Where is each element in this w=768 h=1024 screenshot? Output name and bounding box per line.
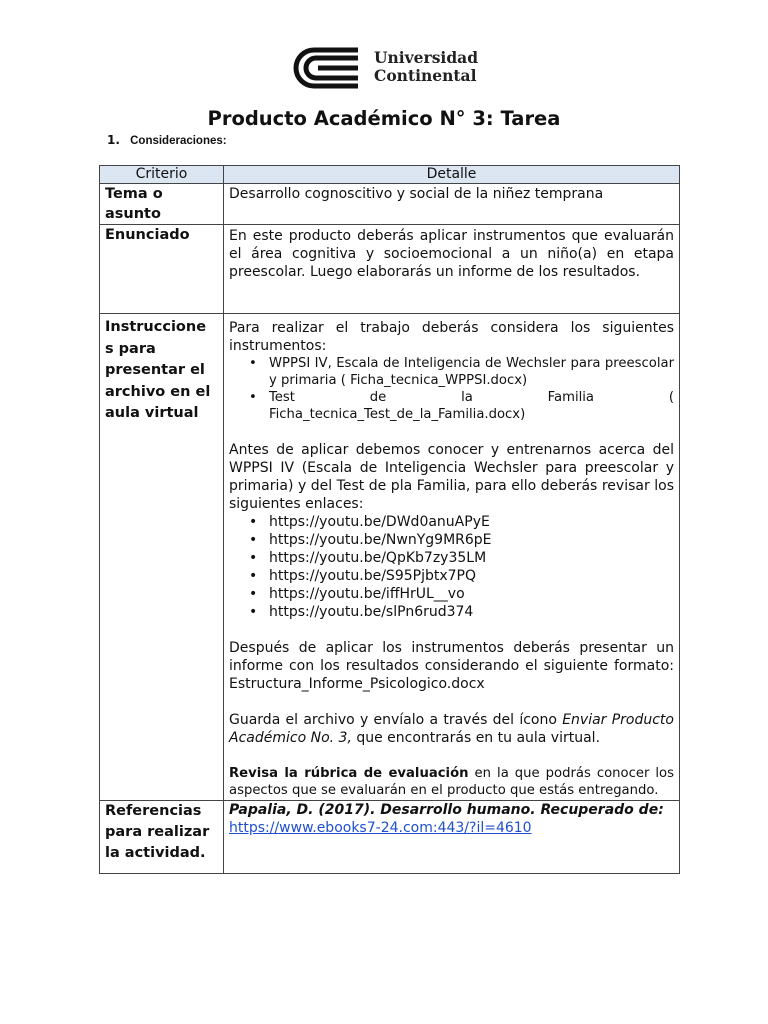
spacer [229, 423, 674, 441]
spacer [229, 693, 674, 711]
word: • Test [269, 390, 295, 405]
detalle-enunciado [224, 225, 680, 314]
instrument2-line2: Ficha_tecnica_Test_de_la_Familia.docx) [269, 407, 526, 422]
revisa-bold: Revisa la rúbrica de evaluación [229, 766, 469, 781]
list-item[interactable]: • https://youtu.be/S95Pjbtx7PQ [269, 567, 674, 585]
reference-citation: Papalia, D. (2017). Desarrollo humano. Recuperado de: [229, 802, 664, 818]
guarda-text [229, 711, 674, 747]
table-header-row [100, 166, 680, 184]
revisa-rest: en la que podrás conocer los aspectos que se evaluarán en el producto que estás entregando. [229, 766, 674, 798]
header-criterio: Criterio [100, 166, 224, 184]
crit-line: Instruccione [105, 319, 207, 335]
detalle-referencias [224, 801, 680, 874]
spacer [229, 747, 674, 765]
table-row-enunciado [100, 225, 680, 314]
crit-line: archivo en el [105, 383, 211, 400]
instrument2-line1 [269, 389, 674, 406]
spacer [229, 621, 674, 639]
reference-link[interactable]: https://www.ebooks7-24.com:443/?il=4610 [229, 820, 532, 836]
guarda-pre: Guarda el archivo y envíalo a través del ícono [229, 712, 563, 728]
page-title: Producto Académico N° 3: Tarea [207, 107, 561, 130]
section-label: Consideraciones: [130, 135, 227, 147]
logo-line2: Continental [374, 66, 477, 85]
criterio-enunciado: Enunciado [100, 225, 224, 314]
revisa-text [229, 765, 674, 799]
instruments-list [229, 355, 674, 423]
list-item[interactable]: • https://youtu.be/DWd0anuAPyE [269, 513, 674, 531]
links-list [229, 513, 674, 621]
list-item[interactable]: • https://youtu.be/slPn6rud374 [269, 603, 674, 621]
word: la [461, 390, 473, 405]
instrucciones-intro: Para realizar el trabajo deberás considera los siguientes instrumentos: [229, 320, 674, 354]
list-item: • WPPSI IV, Escala de Inteligencia de Wechsler para preescolar y primaria ( Ficha_tecnica_WPPSI.docx) [269, 355, 674, 389]
criteria-table [99, 165, 680, 874]
after-text: Después de aplicar los instrumentos deberás presentar un informe con los resultados considerando el siguiente formato: Estructura_Informe_Psicologico.docx [229, 640, 674, 692]
word: de [369, 390, 387, 405]
detalle-tema [224, 184, 680, 225]
section-number: 1. [107, 133, 120, 147]
list-item[interactable]: • https://youtu.be/QpKb7zy35LM [269, 549, 674, 567]
guarda-italic: Enviar Producto Académico No. 3, [229, 712, 674, 746]
university-logo [292, 44, 482, 92]
logo-wordmark [374, 49, 478, 85]
crit-line: presentar el [105, 362, 205, 378]
before-text: Antes de aplicar debemos conocer y entrenarnos acerca del WPPSI IV (Escala de Inteligencia Wechsler para preescolar y primaria) y del Test de pla Familia, para ello deberás revisar los siguientes enlaces: [229, 442, 674, 512]
table-row-tema [100, 184, 680, 225]
criterio-referencias [100, 801, 224, 874]
enunciado-text: En este producto deberás aplicar instrumentos que evaluarán el área cognitiva y socioemocional a un niño(a) en etapa preescolar. Luego elaborarás un informe de los resultados. [229, 228, 674, 280]
crit-line: la actividad. [105, 845, 206, 861]
list-item[interactable]: • https://youtu.be/NwnYg9MR6pE [269, 531, 674, 549]
table-row-instrucciones [100, 314, 680, 801]
criterio-instrucciones [100, 314, 224, 801]
list-item[interactable]: • https://youtu.be/iffHrUL__vo [269, 585, 674, 603]
crit-line: para realizar [105, 824, 210, 840]
tema-text: Desarrollo cognoscitivo y social de la niñez temprana [229, 186, 604, 202]
criterio-tema: Tema o asunto [100, 184, 224, 225]
crit-line: Referencias [105, 803, 202, 819]
header-detalle: Detalle [224, 166, 680, 184]
logo-line1: Universidad [374, 48, 479, 67]
crit-line: s para [105, 340, 156, 357]
word: ( [668, 390, 674, 405]
table-row-referencias [100, 801, 680, 874]
word: Familia [547, 390, 595, 405]
continental-logo-icon [292, 44, 364, 92]
detalle-instrucciones [224, 314, 680, 801]
list-item [269, 389, 674, 423]
guarda-post: que encontrarás en tu aula virtual. [351, 730, 601, 746]
crit-line: aula virtual [105, 405, 199, 421]
section-heading [107, 133, 227, 147]
